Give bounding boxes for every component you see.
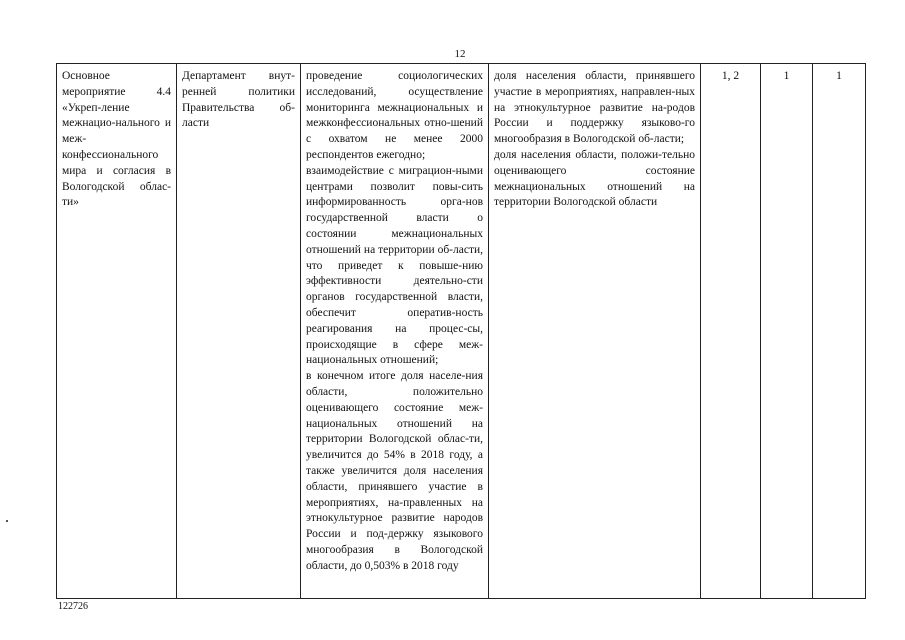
margin-mark [6, 520, 8, 522]
year-end-cell: 1 [813, 64, 866, 599]
document-code: 122726 [58, 601, 88, 612]
indicator-numbers-cell: 1, 2 [701, 64, 761, 599]
activity-cell: Основное мероприятие 4.4 «Укреп-ление межнацио-нального и меж-конфессионального мира и согласия в Вологодской облас-ти» [57, 64, 177, 599]
executor-cell: Департамент внут-ренней политики Правительства об-ласти [177, 64, 301, 599]
year-start-cell: 1 [761, 64, 813, 599]
indicators-cell [489, 64, 701, 599]
indicator-paragraph: доля населения области, положи-тельно оценивающего состояние межнациональных отношений на территории Вологодской области [494, 148, 695, 209]
table-row [57, 64, 866, 599]
results-paragraph: взаимодействие с миграцион-ными центрами позволит повы-сить информированность орга-нов государственной власти о состоянии межнациональных отношений на территории об-ласти, что приведет к повыше-нию эффективности деятельно-сти органов государственной власти, обеспечит оператив-ность реагирования на процес-сы, происходящие в сфере меж-национальных отношений; [306, 164, 483, 367]
results-cell [301, 64, 489, 599]
page-number: 12 [454, 48, 466, 60]
indicator-paragraph: доля населения области, принявшего участие в мероприятиях, направлен-ных на этнокультурное развитие на-родов России и поддержку языково-го многообразия в Вологодской об-ласти; [494, 70, 695, 146]
results-paragraph: проведение социологических исследований, осуществление мониторинга межнациональных и межконфессиональных отно-шений с охватом не менее 2000 респондентов ежегодно; [306, 70, 483, 161]
results-paragraph: в конечном итоге доля населе-ния области, положительно оценивающего состояние меж-национальных отношений на территории Вологодской облас-ти, увеличится до 54% в 2018 году, а также увеличится доля населения области, принявшего участие в мероприятиях, на-правленных на этнокультурное развитие народов России и под-держку языкового многообразия в Вологодской области, до 0,503% в 2018 году [306, 370, 483, 572]
program-table [56, 63, 866, 599]
